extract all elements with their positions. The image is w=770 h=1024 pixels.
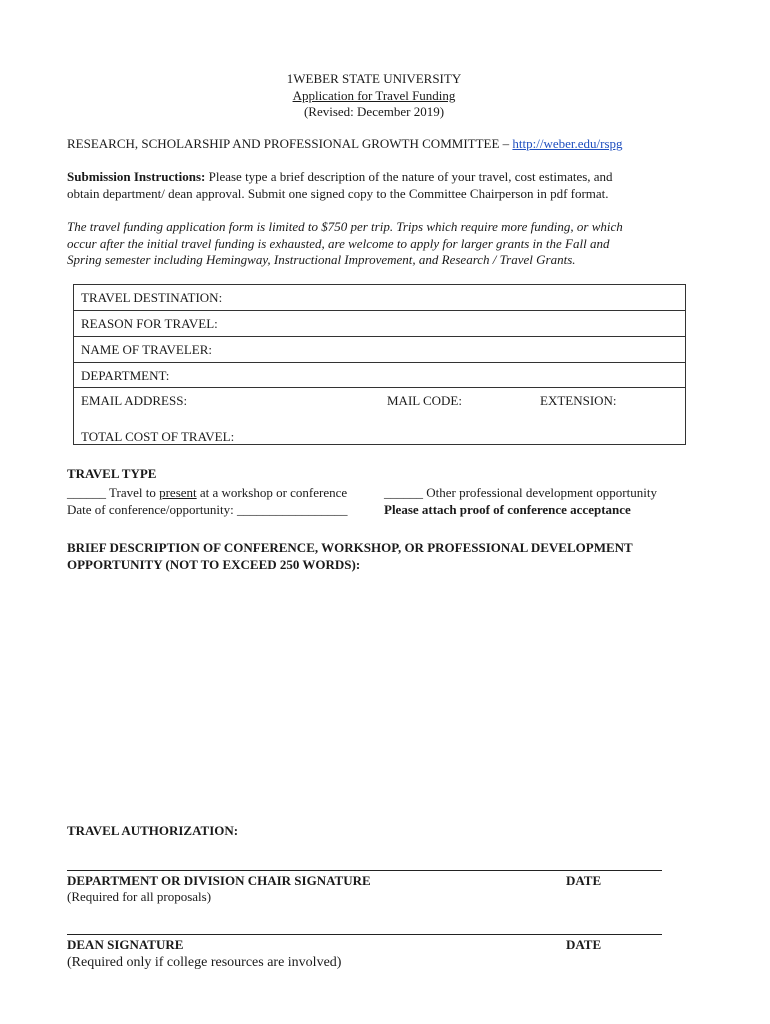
committee-name: RESEARCH, SCHOLARSHIP AND PROFESSIONAL GROWTH COMMITTEE – <box>67 136 513 151</box>
funding-notice <box>67 219 707 269</box>
submission-line1: Please type a brief description of the nature of your travel, cost estimates, and <box>205 169 613 184</box>
submission-line2: obtain department/ dean approval. Submit one signed copy to the Committee Chairperson in pdf format. <box>67 185 609 201</box>
present-text-pre: Travel to <box>106 485 160 500</box>
chair-date-label: DATE <box>566 873 602 888</box>
chair-signature-label: DEPARTMENT OR DIVISION CHAIR SIGNATURE <box>67 873 371 888</box>
present-word: present <box>159 485 197 500</box>
university-name: 1WEBER STATE UNIVERSITY <box>286 71 462 86</box>
form-title <box>0 88 748 104</box>
other-opportunity-option[interactable]: ______ Other professional development opportunity <box>384 485 657 500</box>
description-area[interactable] <box>67 582 687 812</box>
travel-type-heading: TRAVEL TYPE <box>67 466 157 481</box>
traveler-label: NAME OF TRAVELER: <box>81 342 212 357</box>
department-label: DEPARTMENT: <box>81 368 170 383</box>
email-label: EMAIL ADDRESS: <box>81 393 188 408</box>
conference-date-field[interactable]: Date of conference/opportunity: _________________ <box>67 502 348 517</box>
reason-label: REASON FOR TRAVEL: <box>81 316 218 331</box>
contact-row[interactable] <box>74 388 685 444</box>
description-line1: BRIEF DESCRIPTION OF CONFERENCE, WORKSHOP, OR PROFESSIONAL DEVELOPMENT <box>67 540 633 555</box>
traveler-row[interactable] <box>74 337 685 363</box>
submission-instructions <box>67 169 687 202</box>
destination-label: TRAVEL DESTINATION: <box>81 290 223 305</box>
authorization-heading: TRAVEL AUTHORIZATION: <box>67 823 239 838</box>
total-cost-label: TOTAL COST OF TRAVEL: <box>81 429 235 444</box>
present-text-post: at a workshop or conference <box>196 485 348 500</box>
destination-row[interactable] <box>74 285 685 311</box>
extension-label: EXTENSION: <box>540 393 617 408</box>
committee-line <box>67 136 623 153</box>
dean-date-label: DATE <box>566 937 602 952</box>
notice-line2: occur after the initial travel funding is exhausted, are welcome to apply for larger grants in the Fall and <box>67 235 610 251</box>
proof-note: Please attach proof of conference acceptance <box>384 502 631 517</box>
chair-signature-line[interactable] <box>67 870 662 871</box>
chair-requirement-note: (Required for all proposals) <box>67 889 212 904</box>
reason-row[interactable] <box>74 311 685 337</box>
traveler-info-table <box>73 284 686 445</box>
travel-present-option[interactable] <box>67 485 347 502</box>
dean-signature-line[interactable] <box>67 934 662 935</box>
notice-line1: The travel funding application form is limited to $750 per trip. Trips which require more funding, or which <box>67 219 623 234</box>
department-row[interactable] <box>74 363 685 388</box>
present-blank[interactable]: ______ <box>67 485 106 500</box>
description-heading <box>67 540 707 573</box>
form-title-text: Application for Travel Funding <box>292 88 456 103</box>
description-line2: OPPORTUNITY (NOT TO EXCEED 250 WORDS): <box>67 556 361 572</box>
dean-requirement-note: (Required only if college resources are involved) <box>67 955 342 970</box>
dean-signature-label: DEAN SIGNATURE <box>67 937 184 952</box>
submission-label: Submission Instructions: <box>67 169 206 184</box>
notice-line3: Spring semester including Hemingway, Instructional Improvement, and Research / Travel Grants. <box>67 252 576 267</box>
mail-code-label: MAIL CODE: <box>387 393 462 408</box>
revision-date: (Revised: December 2019) <box>303 104 445 119</box>
committee-link[interactable]: http://weber.edu/rspg <box>512 136 623 151</box>
